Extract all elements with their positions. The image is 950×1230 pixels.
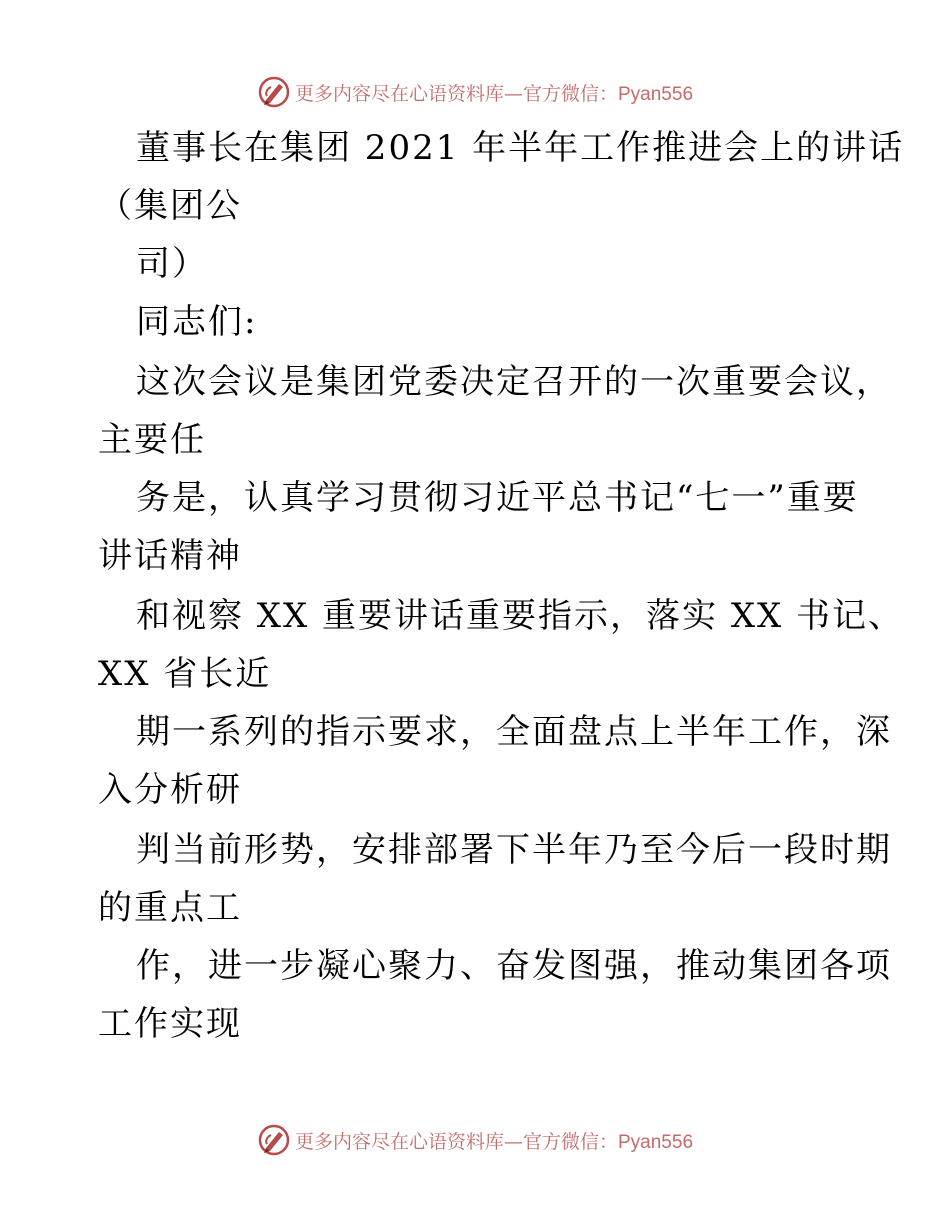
footer-watermark	[0, 1120, 950, 1160]
salutation-line: 同志们:	[136, 302, 258, 342]
document-line: 讲话精神	[98, 536, 242, 576]
document-title-line: 董事长在集团 2021 年半年工作推进会上的讲话	[136, 128, 905, 168]
document-line: 的重点工	[98, 888, 242, 928]
document-line: 司）	[136, 244, 208, 284]
document-line: （集团公	[98, 186, 242, 226]
document-line: 入分析研	[98, 770, 242, 810]
watermark-text	[295, 1127, 693, 1154]
watermark-separator: —	[504, 82, 523, 105]
pen-logo-icon	[257, 1123, 291, 1157]
watermark-wechat-text: 官方微信：Pyan556	[523, 1131, 694, 1153]
document-line: 工作实现	[98, 1004, 242, 1044]
document-line: 这次会议是集团党委决定召开的一次重要会议，	[136, 362, 892, 402]
watermark-wechat-text: 官方微信：Pyan556	[523, 83, 694, 105]
document-line: 判当前形势，安排部署下半年乃至今后一段时期	[136, 830, 892, 870]
document-line: 作，进一步凝心聚力、奋发图强，推动集团各项	[136, 946, 892, 986]
watermark-site-text: 更多内容尽在心语资料库	[294, 82, 504, 105]
watermark-separator: —	[504, 1130, 523, 1153]
document-line: 期一系列的指示要求，全面盘点上半年工作，深	[136, 712, 892, 752]
document-line: 主要任	[98, 420, 206, 460]
document-line: 和视察 XX 重要讲话重要指示，落实 XX 书记、	[136, 596, 905, 636]
watermark-site-text: 更多内容尽在心语资料库	[294, 1130, 504, 1153]
document-line: 务是，认真学习贯彻习近平总书记“七一”重要	[136, 478, 859, 518]
document-line: XX 省长近	[98, 654, 272, 694]
